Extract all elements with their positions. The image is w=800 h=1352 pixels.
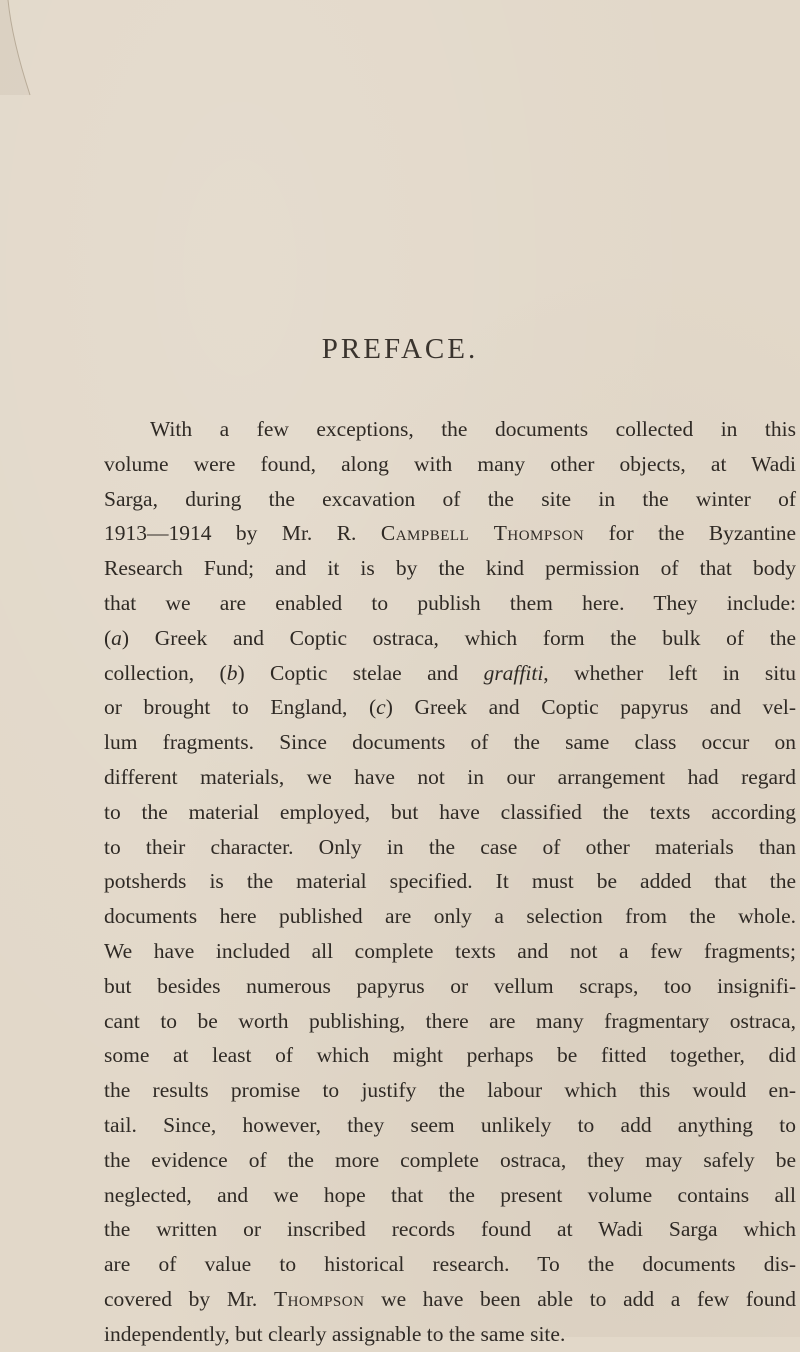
paragraph-line: documents here published are only a selection from the whole. [104, 904, 796, 929]
paragraph-line: or brought to England, (c) Greek and Coptic papyrus and vel- [104, 695, 797, 720]
paragraph-line: but besides numerous papyrus or vellum scraps, too insignifi- [104, 973, 796, 998]
paragraph-line: 1913—1914 by Mr. R. Campbell Thompson for the Byzantine [104, 521, 796, 546]
paragraph-line: the written or inscribed records found at Wadi Sarga which [104, 1217, 796, 1242]
preface-paragraph [104, 412, 796, 1352]
paragraph-line: With a few exceptions, the documents collected in this [150, 417, 796, 441]
paragraph-line: (a) Greek and Coptic ostraca, which form the bulk of the [104, 625, 796, 650]
paragraph-line: the results promise to justify the labour which this would en- [104, 1078, 796, 1103]
page-corner-curl [0, 0, 42, 100]
author-name: Thompson [273, 1286, 365, 1311]
paragraph-line: volume were found, along with many other objects, at Wadi [104, 451, 796, 476]
paragraph-line: covered by Mr. Thompson we have been able to add a few found [104, 1286, 796, 1311]
paragraph-line: Sarga, during the excavation of the site in the winter of [104, 486, 796, 511]
paragraph-line: Research Fund; and it is by the kind permission of that body [104, 556, 796, 581]
paragraph-line: collection, (b) Coptic stelae and graffiti, whether left in situ [104, 660, 796, 685]
paragraph-line: independently, but clearly assignable to the same site. [104, 1321, 566, 1346]
page-title: PREFACE. [321, 333, 479, 365]
paragraph-line: some at least of which might perhaps be fitted together, did [104, 1043, 796, 1068]
paragraph-line: are of value to historical research. To the documents dis- [104, 1252, 796, 1277]
paragraph-line: We have included all complete texts and not a few fragments; [104, 938, 796, 963]
paragraph-line: lum fragments. Since documents of the same class occur on [104, 730, 796, 755]
paragraph-line: to their character. Only in the case of other materials than [104, 834, 796, 859]
paragraph-line: the evidence of the more complete ostraca, they may safely be [104, 1147, 796, 1172]
paragraph-line: cant to be worth publishing, there are many fragmentary ostraca, [104, 1008, 796, 1033]
paragraph-line: to the material employed, but have classified the texts according [104, 799, 796, 824]
author-name: Campbell Thompson [380, 521, 585, 546]
paragraph-line: potsherds is the material specified. It must be added that the [104, 869, 796, 894]
paragraph-line: different materials, we have not in our arrangement had regard [104, 764, 796, 789]
paragraph-line: neglected, and we hope that the present volume contains all [104, 1182, 796, 1207]
paragraph-line: that we are enabled to publish them here. They include: [104, 590, 796, 615]
paragraph-line: tail. Since, however, they seem unlikely to add anything to [104, 1112, 796, 1137]
